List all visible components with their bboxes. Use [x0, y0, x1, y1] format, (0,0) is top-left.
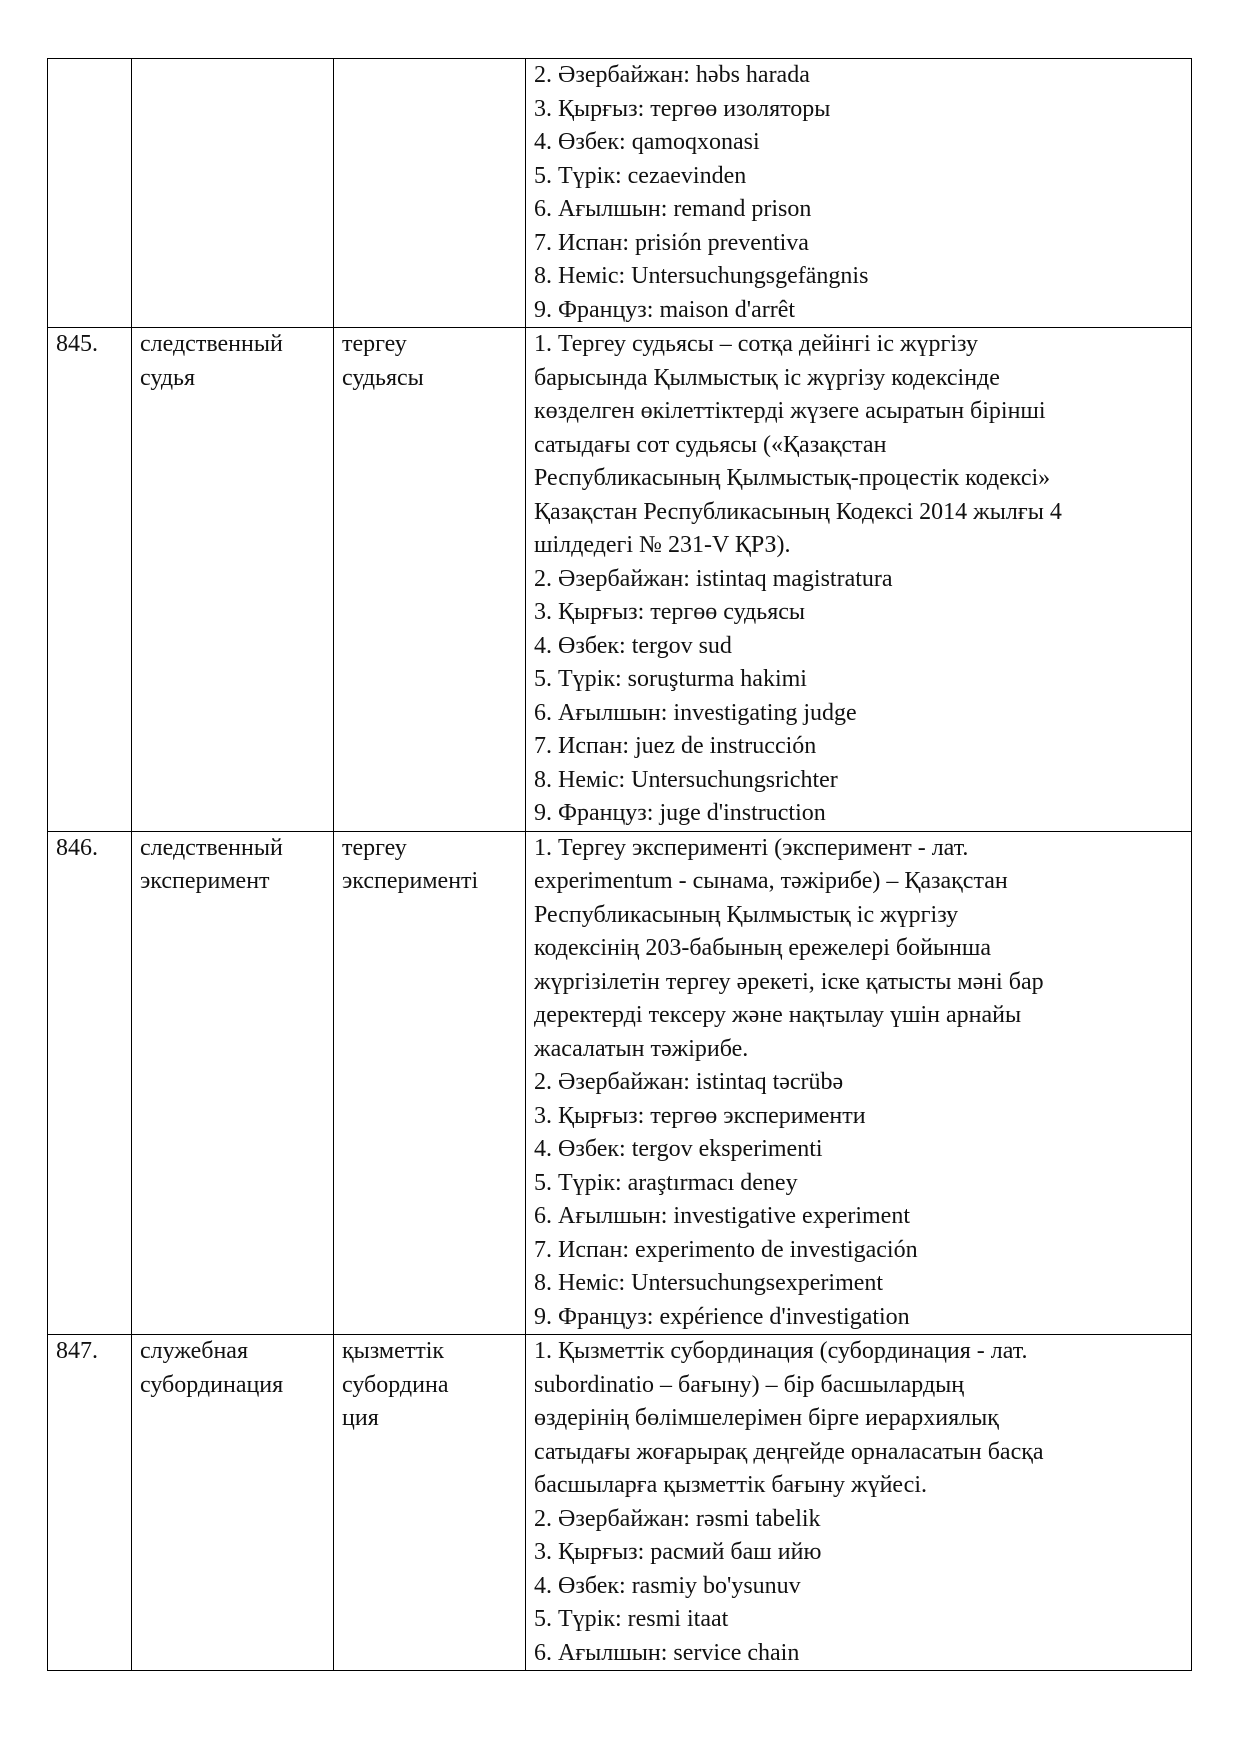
- definition-line: 1. Тергеу эксперименті (эксперимент - лат.: [534, 834, 969, 861]
- definition-line: Республикасының Қылмыстық іс жүргізу: [534, 901, 959, 928]
- definition-line: experimentum - сынама, тәжірибе) – Қазақстан: [534, 868, 1008, 894]
- russian-term-cell: [132, 328, 334, 832]
- definition-line: 8. Неміс: Untersuchungsrichter: [534, 766, 838, 793]
- definition-line: деректерді тексеру және нақтылау үшін арнайы: [534, 1002, 1022, 1028]
- kazakh-term-cell: [334, 328, 526, 832]
- definition-line: басшыларға қызметтік бағыну жүйесі.: [534, 1472, 927, 1498]
- definition-line: 4. Өзбек: rasmiy bo'ysunuv: [534, 1572, 801, 1599]
- russian-term-line: следственный: [140, 331, 283, 357]
- russian-term-line: служебная: [140, 1338, 248, 1364]
- entry-number-cell: [48, 328, 132, 832]
- kazakh-term-line: эксперименті: [342, 868, 479, 894]
- definition-line: 1. Қызметтік субординация (субординация - лат.: [534, 1338, 1028, 1364]
- definition-line: 4. Өзбек: tergov eksperimenti: [534, 1136, 823, 1162]
- definition-line: 7. Испан: experimento de investigación: [534, 1236, 918, 1263]
- definition-line: Республикасының Қылмыстық-процестік кодексі»: [534, 465, 1051, 491]
- kazakh-term-line: тергеу: [342, 331, 407, 357]
- definition-line: 7. Испан: prisión preventiva: [534, 229, 809, 256]
- table-row: [48, 831, 1192, 1335]
- definition-line: 2. Әзербайжан: rəsmi tabelik: [534, 1505, 821, 1532]
- definition-line: 9. Француз: maison d'arrêt: [534, 296, 796, 323]
- definition-line: Қазақстан Республикасының Кодексі 2014 жылғы 4: [534, 498, 1062, 525]
- dictionary-table: [47, 58, 1192, 1671]
- kazakh-term-line: қызметтік: [342, 1338, 445, 1364]
- definition-line: көзделген өкілеттіктерді жүзеге асыратын бірінші: [534, 398, 1046, 424]
- definition-line: кодексінің 203-бабының ережелері бойынша: [534, 935, 992, 961]
- kazakh-term-line: субордина: [342, 1371, 449, 1398]
- definition-cell: [526, 1335, 1192, 1671]
- definition-line: 6. Ағылшын: investigating judge: [534, 699, 857, 726]
- definition-line: 7. Испан: juez de instrucción: [534, 733, 817, 759]
- dictionary-page: [47, 58, 1191, 1671]
- kazakh-term-line: тергеу: [342, 834, 407, 861]
- definition-line: сатыдағы жоғарырақ деңгейде орналасатын басқа: [534, 1438, 1044, 1465]
- definition-line: сатыдағы сот судьясы («Қазақстан: [534, 431, 887, 458]
- entry-number-cell: [48, 1335, 132, 1671]
- table-body: [48, 59, 1192, 1671]
- kazakh-term-cell: [334, 59, 526, 328]
- definition-line: 4. Өзбек: tergov sud: [534, 632, 732, 659]
- entry-number-cell: [48, 831, 132, 1335]
- entry-number: 846.: [56, 834, 98, 861]
- definition-line: 2. Әзербайжан: həbs harada: [534, 62, 810, 88]
- russian-term-cell: [132, 1335, 334, 1671]
- russian-term-cell: [132, 59, 334, 328]
- russian-term-line: эксперимент: [140, 868, 270, 894]
- definition-line: 9. Француз: expérience d'investigation: [534, 1303, 910, 1330]
- definition-line: жүргізілетін тергеу әрекеті, іске қатысты мәні бар: [534, 968, 1044, 995]
- definition-line: 5. Түрік: cezaevinden: [534, 162, 747, 189]
- definition-line: 4. Өзбек: qamoqxonasi: [534, 129, 760, 155]
- definition-line: өздерінің бөлімшелерімен бірге иерархиялық: [534, 1405, 999, 1431]
- russian-term-line: субординация: [140, 1371, 284, 1398]
- definition-line: 5. Түрік: soruşturma hakimi: [534, 666, 807, 692]
- definition-line: 3. Қырғыз: тергөө изоляторы: [534, 95, 831, 122]
- kazakh-term-cell: [334, 1335, 526, 1671]
- definition-line: 2. Әзербайжан: istintaq təcrübə: [534, 1069, 844, 1095]
- entry-number: 845.: [56, 331, 98, 357]
- definition-line: 3. Қырғыз: тергөө судьясы: [534, 599, 806, 625]
- definition-line: 9. Француз: juge d'instruction: [534, 800, 826, 826]
- definition-line: шілдедегі № 231-V ҚРЗ).: [534, 532, 791, 558]
- russian-term-line: следственный: [140, 834, 283, 861]
- definition-line: 8. Неміс: Untersuchungsgefängnis: [534, 263, 869, 289]
- russian-term-cell: [132, 831, 334, 1335]
- definition-cell: [526, 59, 1192, 328]
- definition-line: 6. Ағылшын: service chain: [534, 1639, 800, 1666]
- definition-line: subordinatio – бағыну) – бір басшылардың: [534, 1371, 965, 1398]
- entry-number-cell: [48, 59, 132, 328]
- kazakh-term-cell: [334, 831, 526, 1335]
- definition-line: 5. Түрік: resmi itaat: [534, 1606, 729, 1632]
- kazakh-term-line: судьясы: [342, 364, 424, 391]
- table-row: [48, 328, 1192, 832]
- definition-cell: [526, 831, 1192, 1335]
- entry-number: 847.: [56, 1338, 98, 1364]
- definition-line: 3. Қырғыз: расмий баш ийю: [534, 1539, 822, 1565]
- table-row: [48, 1335, 1192, 1671]
- definition-line: 6. Ағылшын: investigative experiment: [534, 1203, 910, 1229]
- russian-term-line: судья: [140, 364, 196, 391]
- definition-line: жасалатын тәжірибе.: [534, 1035, 749, 1062]
- definition-cell: [526, 328, 1192, 832]
- definition-line: 6. Ағылшын: remand prison: [534, 196, 812, 222]
- definition-line: барысында Қылмыстық іс жүргізу кодексінде: [534, 364, 1000, 391]
- definition-line: 5. Түрік: araştırmacı deney: [534, 1169, 798, 1196]
- kazakh-term-line: ция: [342, 1405, 379, 1431]
- table-row: [48, 59, 1192, 328]
- definition-line: 1. Тергеу судьясы – сотқа дейінгі іс жүргізу: [534, 331, 979, 357]
- definition-line: 3. Қырғыз: тергөө эксперименти: [534, 1102, 866, 1129]
- definition-line: 8. Неміс: Untersuchungsexperiment: [534, 1270, 884, 1296]
- definition-line: 2. Әзербайжан: istintaq magistratura: [534, 565, 893, 592]
